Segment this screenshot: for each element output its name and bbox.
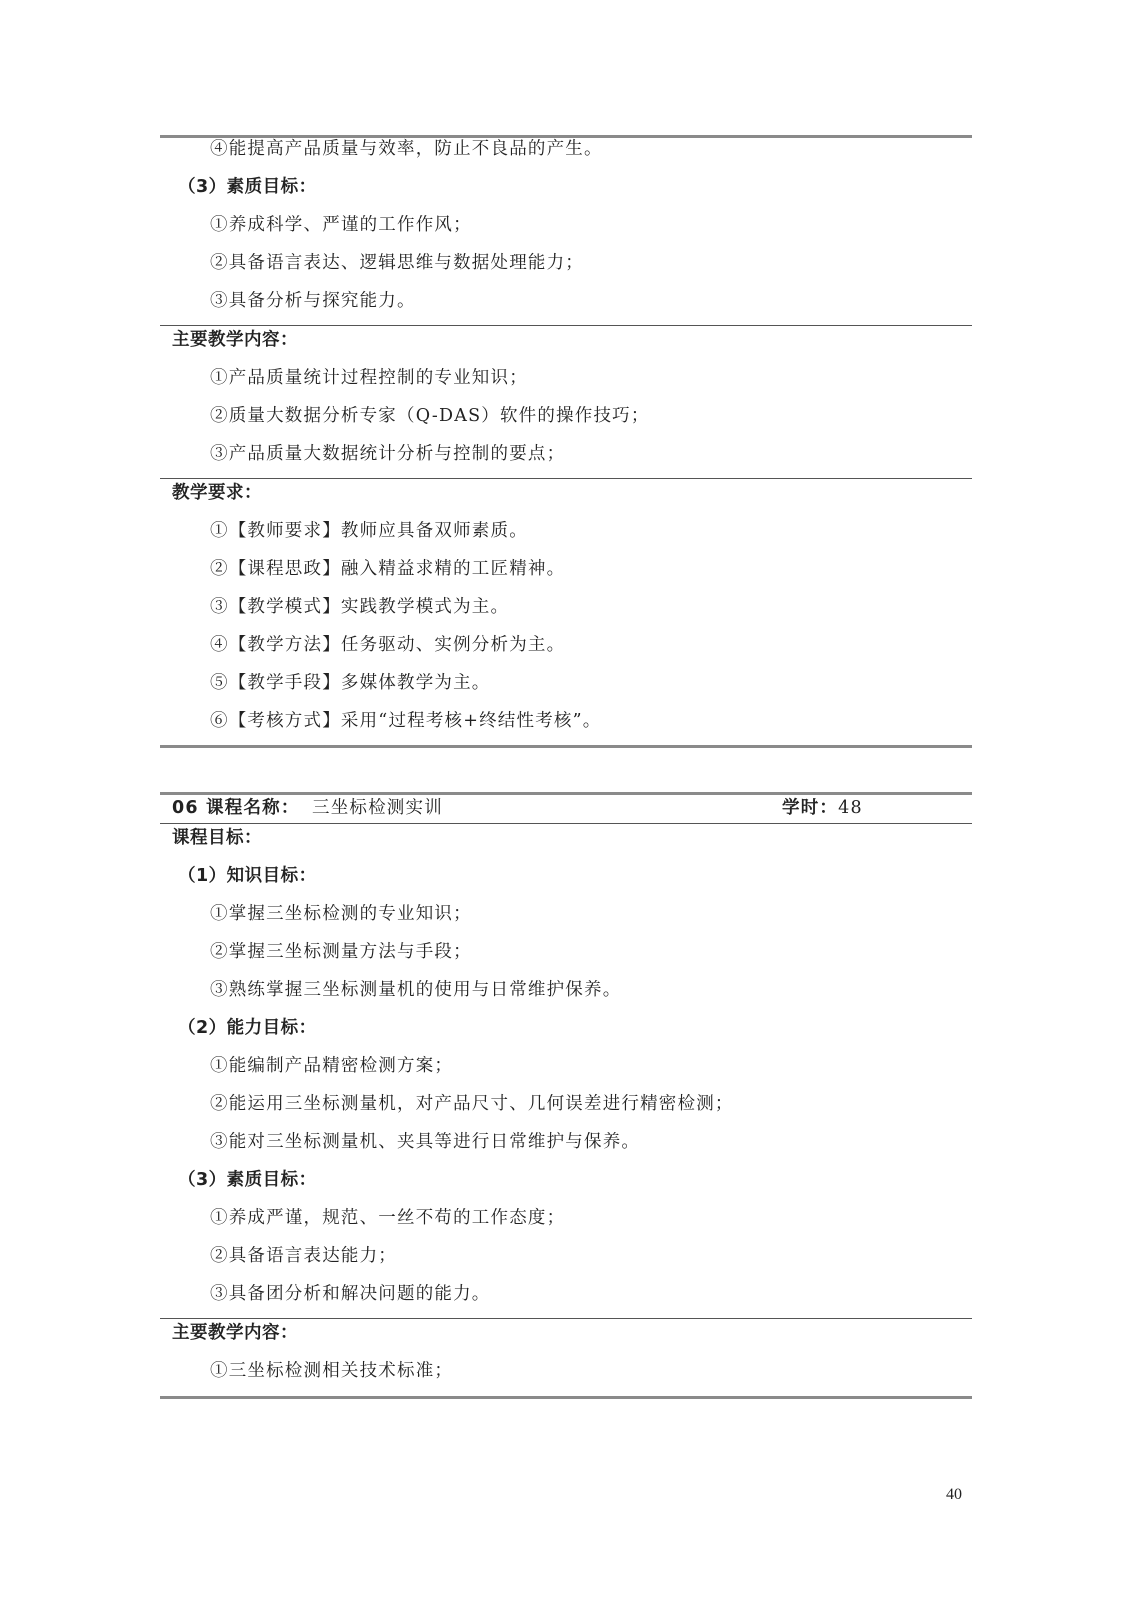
requirement-item-5: ⑤【教学手段】多媒体教学为主。 bbox=[210, 673, 491, 693]
ability-goal-item-3: ③能对三坐标测量机、夹具等进行日常维护与保养。 bbox=[210, 1132, 641, 1152]
main-content-item-3: ③产品质量大数据统计分析与控制的要点； bbox=[210, 444, 566, 464]
main-content-heading: 主要教学内容： bbox=[172, 330, 298, 350]
course-hours-value: 48 bbox=[838, 798, 863, 818]
main-content-heading: 主要教学内容： bbox=[172, 1323, 298, 1343]
main-content-item-2: ②质量大数据分析专家（Q-DAS）软件的操作技巧； bbox=[210, 406, 650, 426]
ability-goal-item-1: ①能编制产品精密检测方案； bbox=[210, 1056, 454, 1076]
course-hours-label: 学时： bbox=[782, 798, 839, 818]
quality-goal-item-3: ③具备分析与探究能力。 bbox=[210, 291, 416, 311]
quality-goal-item-2: ②具备语言表达、逻辑思维与数据处理能力； bbox=[210, 253, 584, 273]
quality-goal-heading: （3）素质目标： bbox=[178, 177, 317, 197]
ability-goal-heading: （2）能力目标： bbox=[178, 1018, 317, 1038]
course-goals-heading: 课程目标： bbox=[172, 828, 262, 848]
teaching-requirements-heading: 教学要求： bbox=[172, 483, 262, 503]
course-name-value: 三坐标检测实训 bbox=[312, 798, 443, 818]
ability-goal-item-4: ④能提高产品质量与效率，防止不良品的产生。 bbox=[210, 139, 603, 159]
main-content-item-1: ①产品质量统计过程控制的专业知识； bbox=[210, 368, 528, 388]
quality-goal-heading: （3）素质目标： bbox=[178, 1170, 317, 1190]
knowledge-goal-item-1: ①掌握三坐标检测的专业知识； bbox=[210, 904, 472, 924]
quality-goal-item-1: ①养成严谨，规范、一丝不苟的工作态度； bbox=[210, 1208, 566, 1228]
requirement-item-1: ①【教师要求】教师应具备双师素质。 bbox=[210, 521, 528, 541]
section-divider bbox=[160, 823, 972, 824]
quality-goal-item-1: ①养成科学、严谨的工作作风； bbox=[210, 215, 472, 235]
page-number: 40 bbox=[946, 1486, 962, 1503]
main-content-item-1: ①三坐标检测相关技术标准； bbox=[210, 1361, 454, 1381]
course-block-06 bbox=[160, 0, 972, 1410]
course-name-label: 06 课程名称： bbox=[172, 798, 300, 818]
quality-goal-item-2: ②具备语言表达能力； bbox=[210, 1246, 397, 1266]
quality-goal-item-3: ③具备团分析和解决问题的能力。 bbox=[210, 1284, 491, 1304]
requirement-item-3: ③【教学模式】实践教学模式为主。 bbox=[210, 597, 510, 617]
requirement-item-4: ④【教学方法】任务驱动、实例分析为主。 bbox=[210, 635, 566, 655]
bottom-rule bbox=[160, 1396, 972, 1399]
section-divider bbox=[160, 1318, 972, 1319]
knowledge-goal-item-2: ②掌握三坐标测量方法与手段； bbox=[210, 942, 472, 962]
top-rule bbox=[160, 792, 972, 795]
requirement-item-6: ⑥【考核方式】采用“过程考核+终结性考核”。 bbox=[210, 711, 602, 731]
knowledge-goal-item-3: ③熟练掌握三坐标测量机的使用与日常维护保养。 bbox=[210, 980, 622, 1000]
requirement-item-2: ②【课程思政】融入精益求精的工匠精神。 bbox=[210, 559, 566, 579]
ability-goal-item-2: ②能运用三坐标测量机，对产品尺寸、几何误差进行精密检测； bbox=[210, 1094, 734, 1114]
course-title-row bbox=[172, 797, 962, 819]
course-hours bbox=[782, 797, 863, 819]
knowledge-goal-heading: （1）知识目标： bbox=[178, 866, 317, 886]
